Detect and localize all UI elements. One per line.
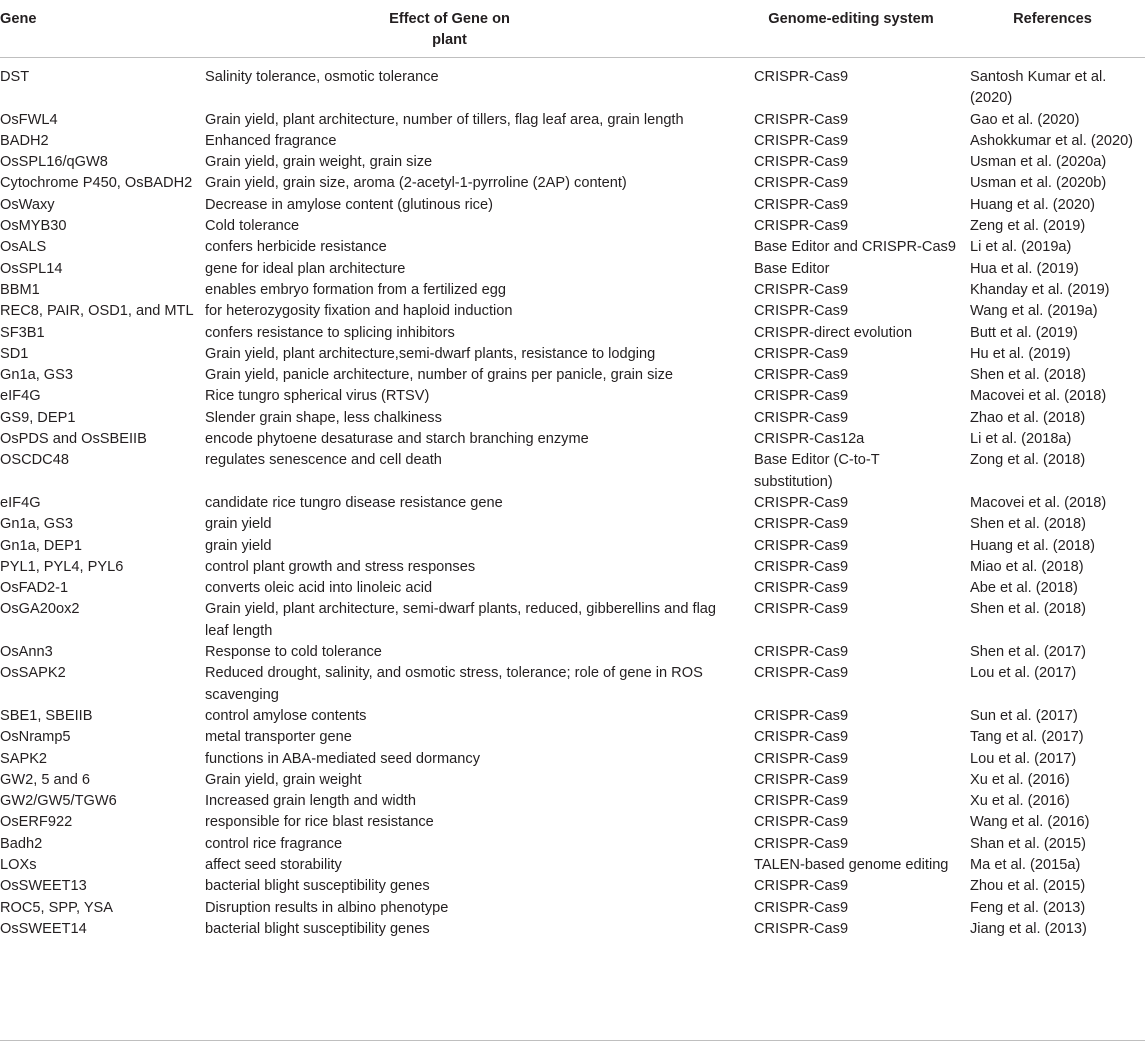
system-cell: CRISPR-Cas9 bbox=[754, 345, 849, 362]
reference-cell: Macovei et al. (2018) bbox=[970, 388, 1107, 405]
table-row bbox=[0, 237, 1145, 258]
reference-cell: Li et al. (2018a) bbox=[970, 431, 1072, 448]
system-cell: CRISPR-Cas9 bbox=[754, 920, 849, 937]
system-cell: TALEN-based genome editing bbox=[754, 856, 949, 873]
gene-cell: BBM1 bbox=[0, 281, 40, 298]
gene-cell: OsFWL4 bbox=[0, 111, 58, 128]
header-gene: Gene bbox=[0, 0, 205, 58]
reference-cell: Usman et al. (2020a) bbox=[970, 154, 1107, 171]
reference-cell: Shen et al. (2017) bbox=[970, 644, 1087, 661]
table-row bbox=[0, 578, 1145, 599]
gene-cell: OsMYB30 bbox=[0, 218, 67, 235]
table-row bbox=[0, 216, 1145, 237]
effect-cell: control plant growth and stress responses bbox=[205, 558, 476, 575]
effect-cell: Increased grain length and width bbox=[205, 793, 416, 810]
system-cell: CRISPR-Cas9 bbox=[754, 494, 849, 511]
system-cell: CRISPR-Cas9 bbox=[754, 558, 849, 575]
system-cell: CRISPR-Cas9 bbox=[754, 835, 849, 852]
table-row bbox=[0, 429, 1145, 450]
reference-cell: Zhao et al. (2018) bbox=[970, 409, 1086, 426]
table-row bbox=[0, 898, 1145, 919]
effect-cell: Salinity tolerance, osmotic tolerance bbox=[205, 69, 439, 85]
effect-cell: encode phytoene desaturase and starch branching enzyme bbox=[205, 431, 589, 448]
reference-cell: Khanday et al. (2019) bbox=[970, 281, 1110, 298]
system-cell: Base Editor and CRISPR-Cas9 bbox=[754, 239, 956, 256]
system-cell: CRISPR-Cas9 bbox=[754, 793, 849, 810]
system-cell: CRISPR-Cas9 bbox=[754, 218, 849, 235]
reference-cell: Huang et al. (2018) bbox=[970, 537, 1095, 554]
table-row bbox=[0, 855, 1145, 876]
effect-cell: Reduced drought, salinity, and osmotic stress, tolerance; role of gene in ROS scavenging bbox=[205, 665, 703, 703]
system-cell: CRISPR-Cas9 bbox=[754, 175, 849, 192]
system-cell: CRISPR-Cas9 bbox=[754, 111, 849, 128]
table-row bbox=[0, 131, 1145, 152]
effect-cell: grain yield bbox=[205, 516, 272, 533]
effect-cell: regulates senescence and cell death bbox=[205, 452, 442, 469]
gene-cell: OsSWEET13 bbox=[0, 878, 87, 895]
system-cell: CRISPR-Cas9 bbox=[754, 409, 849, 426]
table-row bbox=[0, 493, 1145, 514]
system-cell: CRISPR-Cas9 bbox=[754, 281, 849, 298]
gene-cell: BADH2 bbox=[0, 132, 49, 149]
system-cell: CRISPR-Cas9 bbox=[754, 665, 849, 682]
table-row bbox=[0, 58, 1145, 110]
gene-cell: eIF4G bbox=[0, 388, 41, 405]
reference-cell: Xu et al. (2016) bbox=[970, 793, 1070, 810]
table-row bbox=[0, 727, 1145, 748]
table-row bbox=[0, 749, 1145, 770]
effect-cell: Grain yield, grain weight bbox=[205, 771, 362, 788]
reference-cell: Zhou et al. (2015) bbox=[970, 878, 1086, 895]
system-cell: CRISPR-Cas9 bbox=[754, 814, 849, 831]
effect-cell: bacterial blight susceptibility genes bbox=[205, 920, 430, 937]
header-genome-editing-system: Genome-editing system bbox=[754, 0, 970, 58]
header-effect-line1: Effect of Gene on bbox=[389, 11, 510, 27]
gene-cell: OsWaxy bbox=[0, 196, 55, 213]
table-row bbox=[0, 195, 1145, 216]
effect-cell: converts oleic acid into linoleic acid bbox=[205, 580, 433, 597]
system-cell: CRISPR-Cas9 bbox=[754, 516, 849, 533]
reference-cell: Lou et al. (2017) bbox=[970, 750, 1077, 767]
effect-cell: control amylose contents bbox=[205, 707, 367, 724]
table-row bbox=[0, 876, 1145, 897]
gene-cell: SF3B1 bbox=[0, 324, 45, 341]
effect-cell: Disruption results in albino phenotype bbox=[205, 899, 449, 916]
reference-cell: Shan et al. (2015) bbox=[970, 835, 1087, 852]
gene-cell: Gn1a, GS3 bbox=[0, 367, 74, 384]
table-row bbox=[0, 557, 1145, 578]
reference-cell: Ashokkumar et al. (2020) bbox=[970, 132, 1134, 149]
gene-cell: GS9, DEP1 bbox=[0, 409, 76, 426]
effect-cell: Response to cold tolerance bbox=[205, 644, 382, 661]
effect-cell: Cold tolerance bbox=[205, 218, 300, 235]
gene-cell: OsPDS and OsSBEIIB bbox=[0, 431, 147, 448]
reference-cell: Sun et al. (2017) bbox=[970, 707, 1078, 724]
gene-cell: OsSAPK2 bbox=[0, 665, 66, 682]
gene-cell: PYL1, PYL4, PYL6 bbox=[0, 558, 124, 575]
gene-cell: OsGA20ox2 bbox=[0, 601, 80, 618]
gene-cell: REC8, PAIR, OSD1, and MTL bbox=[0, 303, 194, 320]
reference-cell: Hu et al. (2019) bbox=[970, 345, 1071, 362]
effect-cell: for heterozygosity fixation and haploid induction bbox=[205, 303, 513, 320]
effect-cell: Grain yield, plant architecture,semi-dwarf plants, resistance to lodging bbox=[205, 345, 656, 362]
reference-cell: Huang et al. (2020) bbox=[970, 196, 1095, 213]
gene-cell: OsSWEET14 bbox=[0, 920, 87, 937]
system-cell: CRISPR-Cas9 bbox=[754, 132, 849, 149]
table-row bbox=[0, 812, 1145, 833]
effect-cell: Grain yield, panicle architecture, number of grains per panicle, grain size bbox=[205, 367, 674, 384]
effect-cell: control rice fragrance bbox=[205, 835, 343, 852]
reference-cell: Feng et al. (2013) bbox=[970, 899, 1086, 916]
table-row bbox=[0, 173, 1145, 194]
effect-cell: confers resistance to splicing inhibitors bbox=[205, 324, 455, 341]
gene-cell: LOXs bbox=[0, 856, 37, 873]
header-effect-line2: plant bbox=[432, 32, 467, 48]
system-cell: CRISPR-Cas9 bbox=[754, 878, 849, 895]
reference-cell: Xu et al. (2016) bbox=[970, 771, 1070, 788]
reference-cell: Ma et al. (2015a) bbox=[970, 856, 1081, 873]
system-cell: CRISPR-Cas12a bbox=[754, 431, 865, 448]
effect-cell: Grain yield, grain weight, grain size bbox=[205, 154, 433, 171]
reference-cell: Hua et al. (2019) bbox=[970, 260, 1079, 277]
table-row bbox=[0, 834, 1145, 855]
table-bottom-rule bbox=[0, 1040, 1145, 1041]
table-row bbox=[0, 642, 1145, 663]
table-row bbox=[0, 770, 1145, 791]
gene-cell: OsFAD2-1 bbox=[0, 580, 69, 597]
table-row bbox=[0, 663, 1145, 706]
header-effect bbox=[205, 0, 754, 58]
table-row bbox=[0, 344, 1145, 365]
system-cell: CRISPR-direct evolution bbox=[754, 324, 913, 341]
gene-cell: SAPK2 bbox=[0, 750, 48, 767]
effect-cell: metal transporter gene bbox=[205, 729, 352, 746]
system-cell: CRISPR-Cas9 bbox=[754, 707, 849, 724]
effect-cell: Decrease in amylose content (glutinous rice) bbox=[205, 196, 493, 213]
reference-cell: Wang et al. (2016) bbox=[970, 814, 1090, 831]
gene-cell: OsSPL16/qGW8 bbox=[0, 154, 108, 171]
header-references: References bbox=[970, 0, 1145, 58]
reference-cell: Jiang et al. (2013) bbox=[970, 920, 1087, 937]
system-cell: CRISPR-Cas9 bbox=[754, 729, 849, 746]
gene-cell: OsERF922 bbox=[0, 814, 73, 831]
gene-cell: Badh2 bbox=[0, 835, 43, 852]
reference-cell: Butt et al. (2019) bbox=[970, 324, 1078, 341]
effect-cell: candidate rice tungro disease resistance gene bbox=[205, 494, 503, 511]
reference-cell: Abe et al. (2018) bbox=[970, 580, 1078, 597]
effect-cell: bacterial blight susceptibility genes bbox=[205, 878, 430, 895]
system-cell: CRISPR-Cas9 bbox=[754, 580, 849, 597]
gene-cell: eIF4G bbox=[0, 494, 41, 511]
header-row bbox=[0, 0, 1145, 58]
gene-cell: ROC5, SPP, YSA bbox=[0, 899, 114, 916]
reference-cell: Zeng et al. (2019) bbox=[970, 218, 1086, 235]
effect-cell: grain yield bbox=[205, 537, 272, 554]
table-row bbox=[0, 301, 1145, 322]
effect-cell: affect seed storability bbox=[205, 856, 342, 873]
table-row bbox=[0, 365, 1145, 386]
gene-cell: Cytochrome P450, OsBADH2 bbox=[0, 175, 193, 192]
gene-cell: GW2/GW5/TGW6 bbox=[0, 793, 117, 810]
gene-cell: OsSPL14 bbox=[0, 260, 63, 277]
table-row bbox=[0, 110, 1145, 131]
system-cell: CRISPR-Cas9 bbox=[754, 303, 849, 320]
effect-cell: Grain yield, grain size, aroma (2-acetyl-1-pyrroline (2AP) content) bbox=[205, 175, 627, 192]
table-header bbox=[0, 0, 1145, 58]
effect-cell: Enhanced fragrance bbox=[205, 132, 337, 149]
reference-cell: Santosh Kumar et al. (2020) bbox=[970, 69, 1107, 107]
table-row bbox=[0, 152, 1145, 173]
reference-cell: Wang et al. (2019a) bbox=[970, 303, 1098, 320]
table-row bbox=[0, 323, 1145, 344]
system-cell: CRISPR-Cas9 bbox=[754, 154, 849, 171]
reference-cell: Miao et al. (2018) bbox=[970, 558, 1084, 575]
table-row bbox=[0, 259, 1145, 280]
table-row bbox=[0, 599, 1145, 642]
table-row bbox=[0, 408, 1145, 429]
gene-cell: GW2, 5 and 6 bbox=[0, 771, 91, 788]
table-row bbox=[0, 919, 1145, 940]
reference-cell: Gao et al. (2020) bbox=[970, 111, 1080, 128]
effect-cell: enables embryo formation from a fertilized egg bbox=[205, 281, 506, 298]
table-body bbox=[0, 58, 1145, 941]
system-cell: CRISPR-Cas9 bbox=[754, 69, 849, 85]
effect-cell: Slender grain shape, less chalkiness bbox=[205, 409, 442, 426]
system-cell: CRISPR-Cas9 bbox=[754, 644, 849, 661]
effect-cell: functions in ABA-mediated seed dormancy bbox=[205, 750, 481, 767]
reference-cell: Zong et al. (2018) bbox=[970, 452, 1086, 469]
system-cell: CRISPR-Cas9 bbox=[754, 601, 849, 618]
gene-cell: OsALS bbox=[0, 239, 47, 256]
reference-cell: Lou et al. (2017) bbox=[970, 665, 1077, 682]
gene-cell: OsAnn3 bbox=[0, 644, 53, 661]
effect-cell: Rice tungro spherical virus (RTSV) bbox=[205, 388, 430, 405]
gene-cell: SBE1, SBEIIB bbox=[0, 707, 93, 724]
gene-cell: DST bbox=[0, 69, 30, 85]
reference-cell: Li et al. (2019a) bbox=[970, 239, 1072, 256]
table-row bbox=[0, 791, 1145, 812]
reference-cell: Shen et al. (2018) bbox=[970, 601, 1087, 618]
effect-cell: responsible for rice blast resistance bbox=[205, 814, 434, 831]
reference-cell: Usman et al. (2020b) bbox=[970, 175, 1107, 192]
gene-cell: OsNramp5 bbox=[0, 729, 71, 746]
system-cell: Base Editor (C-to-T substitution) bbox=[754, 452, 880, 490]
system-cell: Base Editor bbox=[754, 260, 830, 277]
system-cell: CRISPR-Cas9 bbox=[754, 196, 849, 213]
system-cell: CRISPR-Cas9 bbox=[754, 899, 849, 916]
effect-cell: confers herbicide resistance bbox=[205, 239, 387, 256]
system-cell: CRISPR-Cas9 bbox=[754, 771, 849, 788]
table-row bbox=[0, 280, 1145, 301]
reference-cell: Macovei et al. (2018) bbox=[970, 494, 1107, 511]
reference-cell: Tang et al. (2017) bbox=[970, 729, 1084, 746]
gene-cell: Gn1a, GS3 bbox=[0, 516, 74, 533]
reference-cell: Shen et al. (2018) bbox=[970, 367, 1087, 384]
table-row bbox=[0, 386, 1145, 407]
reference-cell: Shen et al. (2018) bbox=[970, 516, 1087, 533]
gene-cell: Gn1a, DEP1 bbox=[0, 537, 82, 554]
table-row bbox=[0, 536, 1145, 557]
system-cell: CRISPR-Cas9 bbox=[754, 367, 849, 384]
table-row bbox=[0, 706, 1145, 727]
system-cell: CRISPR-Cas9 bbox=[754, 750, 849, 767]
gene-cell: OSCDC48 bbox=[0, 452, 69, 469]
gene-cell: SD1 bbox=[0, 345, 29, 362]
table-row bbox=[0, 450, 1145, 493]
effect-cell: Grain yield, plant architecture, number of tillers, flag leaf area, grain length bbox=[205, 111, 684, 128]
system-cell: CRISPR-Cas9 bbox=[754, 388, 849, 405]
effect-cell: Grain yield, plant architecture, semi-dwarf plants, reduced, gibberellins and flag leaf length bbox=[205, 601, 717, 639]
system-cell: CRISPR-Cas9 bbox=[754, 537, 849, 554]
effect-cell: gene for ideal plan architecture bbox=[205, 260, 406, 277]
table-row bbox=[0, 514, 1145, 535]
